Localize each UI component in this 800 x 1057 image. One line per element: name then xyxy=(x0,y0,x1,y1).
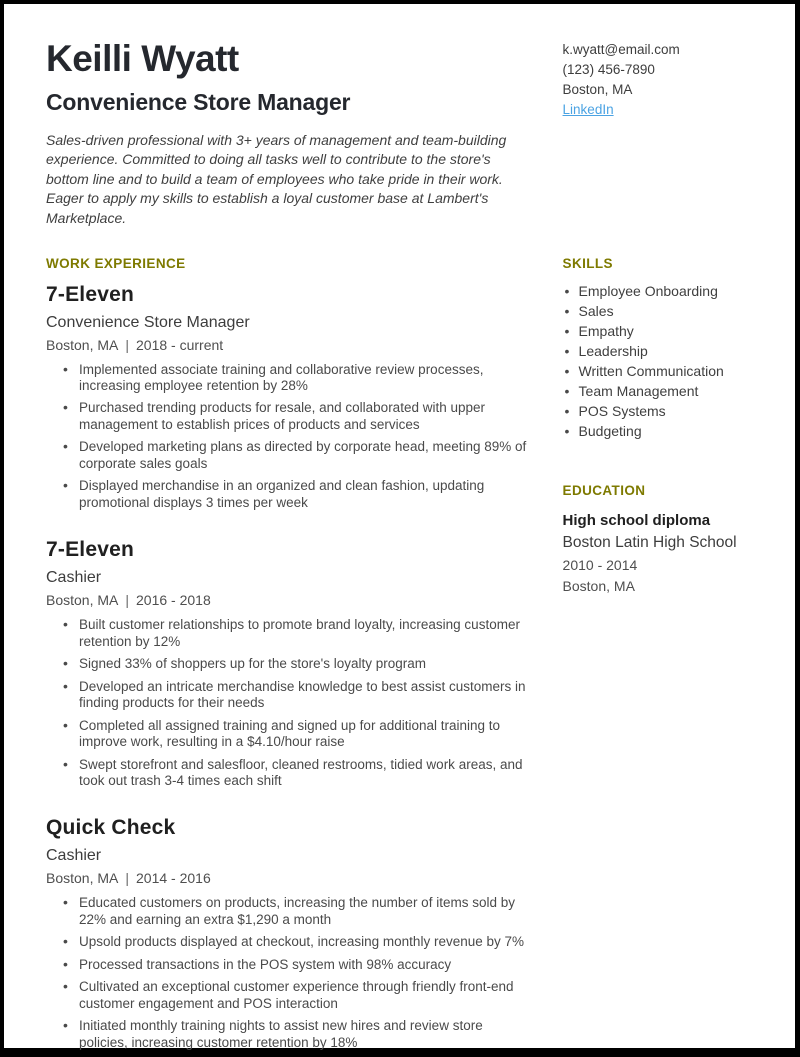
skills-section xyxy=(563,256,755,441)
header xyxy=(46,38,755,229)
bullet-item: • Developed an intricate merchandise knowledge to best assist customers in finding products for their needs xyxy=(46,679,532,712)
skill-item: • Written Communication xyxy=(563,361,755,381)
work-experience-section xyxy=(46,256,532,1057)
bullet-item: • Completed all assigned training and signed up for additional training to improve work, resulting in a $4.10/hour raise xyxy=(46,718,532,751)
education-degree: High school diploma xyxy=(562,511,711,529)
job-dates: 2018 - current xyxy=(136,336,224,353)
job-role: Cashier xyxy=(46,847,102,865)
job-company: 7-Eleven xyxy=(46,282,134,306)
job-location: Boston, MA xyxy=(46,336,119,353)
bullet-item: • Processed transactions in the POS system with 98% accuracy xyxy=(46,957,532,973)
bullet-item: • Initiated monthly training nights to assist new hires and review store policies, increasing customer retention by 18% xyxy=(46,1018,532,1051)
job-dates: 2016 - 2018 xyxy=(136,592,211,609)
section-heading-education: EDUCATION xyxy=(562,482,646,498)
skills-list xyxy=(563,281,755,441)
bullet-item: • Developed marketing plans as directed by corporate head, meeting 89% of corporate sales goals xyxy=(46,439,532,472)
job-company: 7-Eleven xyxy=(46,538,134,562)
bullet-item: • Implemented associate training and collaborative review processes, increasing employee retention by 28% xyxy=(46,362,532,395)
job-meta xyxy=(46,592,532,608)
job-entry xyxy=(46,816,532,1051)
skill-item: • Sales xyxy=(563,301,755,321)
job-role: Cashier xyxy=(46,569,102,587)
contact-location: Boston, MA xyxy=(562,82,633,97)
summary-text: Sales-driven professional with 3+ years of management and team-building experience. Committed to doing all tasks well to contribute to the store's bottom line and to build a team of employees who take pride in their work. Eager to apply my skills to establish a loyal customer base at Lambert's Marketplace. xyxy=(46,131,507,226)
contact-email: k.wyatt@email.com xyxy=(562,42,680,57)
sidebar-column xyxy=(563,256,755,1057)
skill-item: • POS Systems xyxy=(563,401,755,421)
contact-block xyxy=(563,38,755,229)
job-bullets xyxy=(46,895,532,1051)
section-heading-skills: SKILLS xyxy=(562,255,613,271)
bullet-item: • Upsold products displayed at checkout, increasing monthly revenue by 7% xyxy=(46,934,532,950)
job-entry xyxy=(46,538,532,789)
linkedin-link[interactable]: LinkedIn xyxy=(562,102,614,117)
job-role: Convenience Store Manager xyxy=(46,313,250,331)
job-meta xyxy=(46,337,532,353)
bullet-item: • Educated customers on products, increasing the number of items sold by 22% and earning an extra $1,290 a month xyxy=(46,895,532,928)
job-meta xyxy=(46,870,532,886)
bullet-item: • Signed 33% of shoppers up for the store's loyalty program xyxy=(46,656,532,672)
skill-item: • Empathy xyxy=(563,321,755,341)
resume-name: Keilli Wyatt xyxy=(46,38,239,79)
education-dates: 2010 - 2014 xyxy=(562,556,638,573)
education-section xyxy=(563,483,755,596)
header-identity xyxy=(46,38,532,229)
job-bullets xyxy=(46,617,532,789)
education-location: Boston, MA xyxy=(562,577,635,594)
job-company: Quick Check xyxy=(46,816,176,840)
resume-title: Convenience Store Manager xyxy=(46,88,351,115)
skill-item: • Team Management xyxy=(563,381,755,401)
bullet-item: • Purchased trending products for resale, and collaborated with upper management to establish prices of products and services xyxy=(46,400,532,433)
meta-separator: | xyxy=(125,336,130,353)
job-entry xyxy=(46,283,532,512)
education-school: Boston Latin High School xyxy=(562,533,737,551)
job-bullets xyxy=(46,362,532,512)
bullet-item: • Cultivated an exceptional customer experience through friendly front-end customer engagement and POS interaction xyxy=(46,979,532,1012)
meta-separator: | xyxy=(125,592,130,609)
skill-item: • Employee Onboarding xyxy=(563,281,755,301)
bullet-item: • Built customer relationships to promote brand loyalty, increasing customer retention by 12% xyxy=(46,617,532,650)
job-location: Boston, MA xyxy=(46,870,119,887)
job-dates: 2014 - 2016 xyxy=(136,870,211,887)
section-heading-work-experience: WORK EXPERIENCE xyxy=(46,255,186,271)
contact-phone: (123) 456-7890 xyxy=(562,62,655,77)
skill-item: • Leadership xyxy=(563,341,755,361)
body-columns xyxy=(46,256,755,1057)
job-location: Boston, MA xyxy=(46,592,119,609)
meta-separator: | xyxy=(125,870,130,887)
resume-page xyxy=(4,4,795,1048)
bullet-item: • Displayed merchandise in an organized and clean fashion, updating promotional displays 3 times per week xyxy=(46,478,532,511)
skill-item: • Budgeting xyxy=(563,421,755,441)
bullet-item: • Swept storefront and salesfloor, cleaned restrooms, tidied work areas, and took out trash 3-4 times each shift xyxy=(46,757,532,790)
